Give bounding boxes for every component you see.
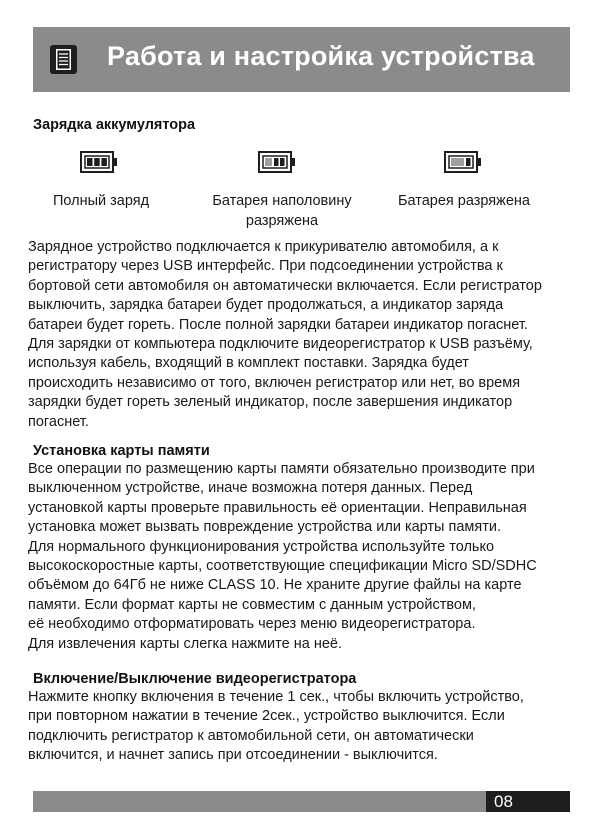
charging-paragraph: Зарядное устройство подключается к прикуривателю автомобиля, а к регистратору через USB интерфейс. При подсоединении устройства к бортовой сети автомобиля он автоматически включается. Если регистратор выключить, зарядка батареи будет продолжаться, а индикатор заряда батареи будет гореть. После полной зарядки батареи индикатор погаснет. Для зарядки от компьютера подключите видеорегистратор к USB разъёму, используя кабель, входящий в комплект поставки. Зарядка будет происходить независимо от того, включен регистратор или нет, во время зарядки будет гореть зеленый индикатор, после завершения индикатор погаснет. (28, 239, 542, 430)
battery-half-icon (258, 151, 296, 173)
section-title-power: Включение/Выключение видеорегистратора (33, 671, 357, 687)
memory-card-paragraph: Все операции по размещению карты памяти обязательно производите при выключенном устройстве, иначе возможна потеря данных. Перед установкой карты проверьте правильность её ориентации. Неправильная установка может вызвать повреждение устройства или карты памяти. Для нормального функционирования устройства используйте только высокоскоростные карты, соответствующие спецификации Micro SD/SDHC объёмом до 64Гб не ниже CLASS 10. Не храните другие файлы на карте памяти. Если формат карты не совместим с данным устройством, её необходимо отформатировать через меню видеорегистратора. Для извлечения карты слегка нажмите на неё. (28, 461, 537, 652)
document-icon (50, 45, 77, 74)
battery-full-icon (80, 151, 118, 173)
power-paragraph: Нажмите кнопку включения в течение 1 сек., чтобы включить устройство, при повторном нажатии в течение 2сек., устройство выключится. Если подключить регистратор к автомобильной сети, он автоматически включится, и начнет запись при отсоединении - выключится. (28, 689, 524, 764)
page-title: Работа и настройка устройства (107, 41, 535, 71)
page-number: 08 (486, 791, 570, 812)
battery-half-caption: Батарея наполовину разряжена (212, 193, 352, 229)
battery-full-caption: Полный заряд (52, 193, 150, 209)
section-title-charging: Зарядка аккумулятора (33, 117, 196, 133)
section-title-memory-card: Установка карты памяти (33, 443, 210, 459)
page-footer (33, 791, 570, 812)
battery-empty-caption: Батарея разряжена (397, 193, 530, 209)
page-header (33, 27, 570, 92)
battery-empty-icon (444, 151, 482, 173)
